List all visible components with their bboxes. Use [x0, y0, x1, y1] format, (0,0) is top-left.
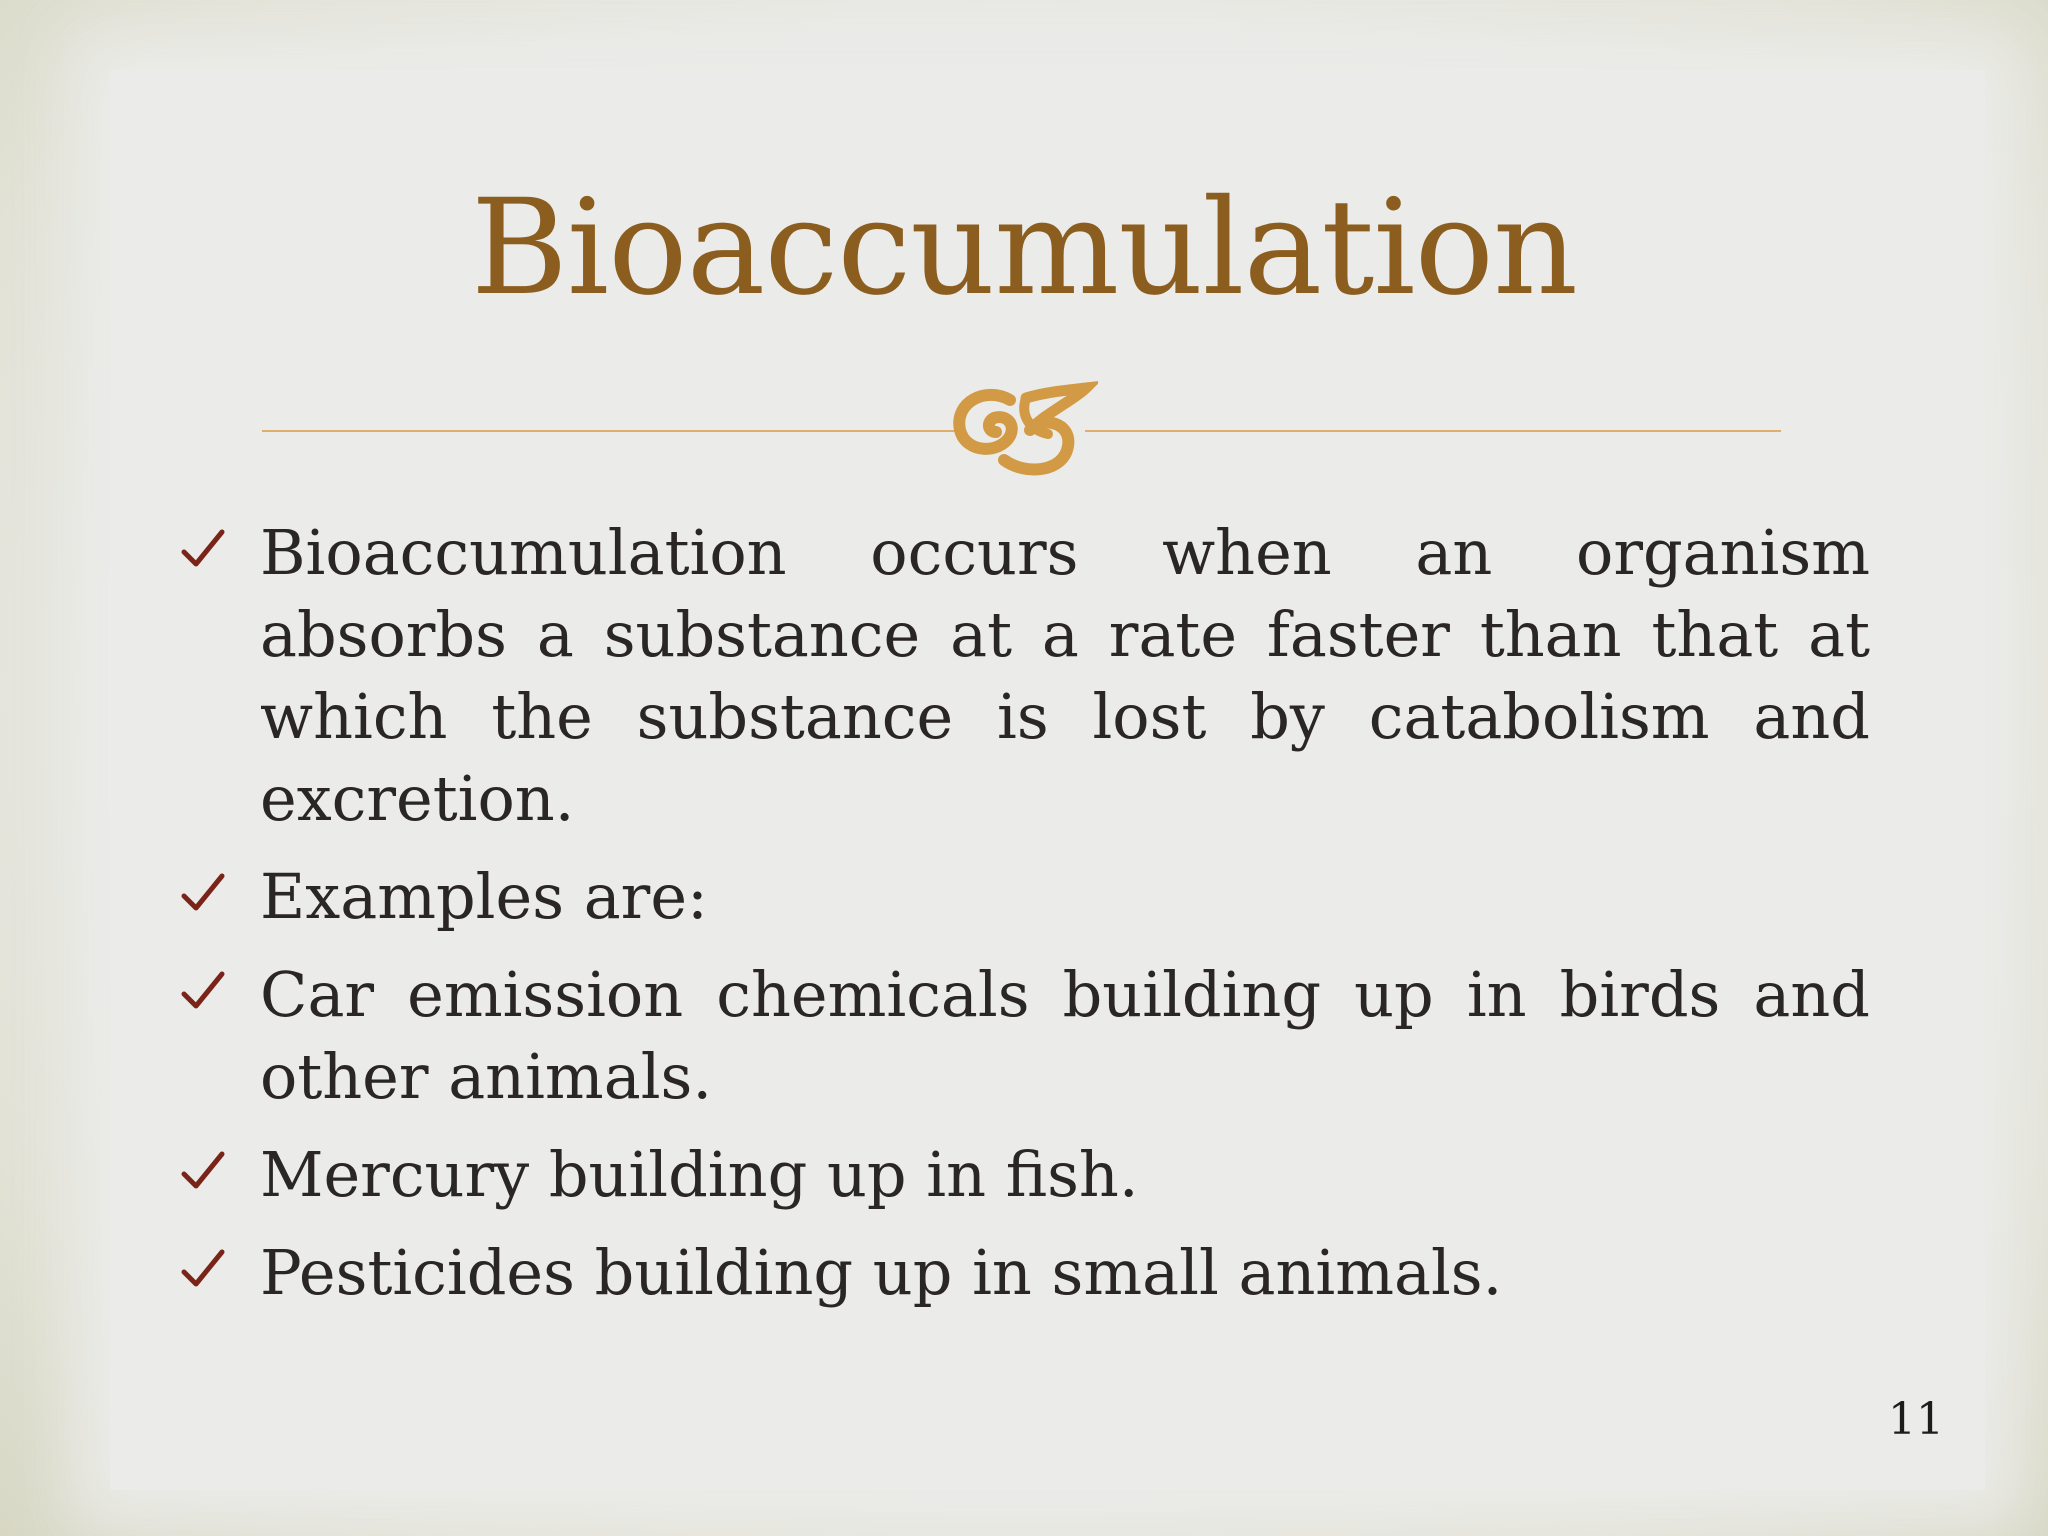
checkmark-icon	[178, 524, 228, 574]
slide-title: Bioaccumulation	[470, 171, 1578, 325]
title-divider-left	[262, 430, 962, 432]
bullet-item	[178, 954, 1870, 1118]
bullet-item	[178, 1232, 1870, 1314]
checkmark-icon	[178, 966, 228, 1016]
page-number: 11	[1888, 1394, 1944, 1445]
checkmark-icon	[178, 1146, 228, 1196]
title-divider-right	[1085, 430, 1781, 432]
bullet-text: Car emission chemicals building up in birds and other animals.	[260, 958, 1870, 1113]
bullet-text: Examples are:	[260, 860, 708, 933]
bullet-list	[178, 512, 1870, 1330]
bullet-item	[178, 512, 1870, 840]
bullet-item	[178, 1134, 1870, 1216]
bullet-text: Bioaccumulation occurs when an organism absorbs a substance at a rate faster than that at which the substance is lost by catabolism and excretion.	[260, 516, 1870, 835]
checkmark-icon	[178, 1244, 228, 1294]
bullet-text: Pesticides building up in small animals.	[260, 1236, 1503, 1309]
bullet-item	[178, 856, 1870, 938]
bullet-text: Mercury building up in fish.	[260, 1138, 1139, 1211]
floral-ornament-icon	[948, 372, 1098, 482]
checkmark-icon	[178, 868, 228, 918]
